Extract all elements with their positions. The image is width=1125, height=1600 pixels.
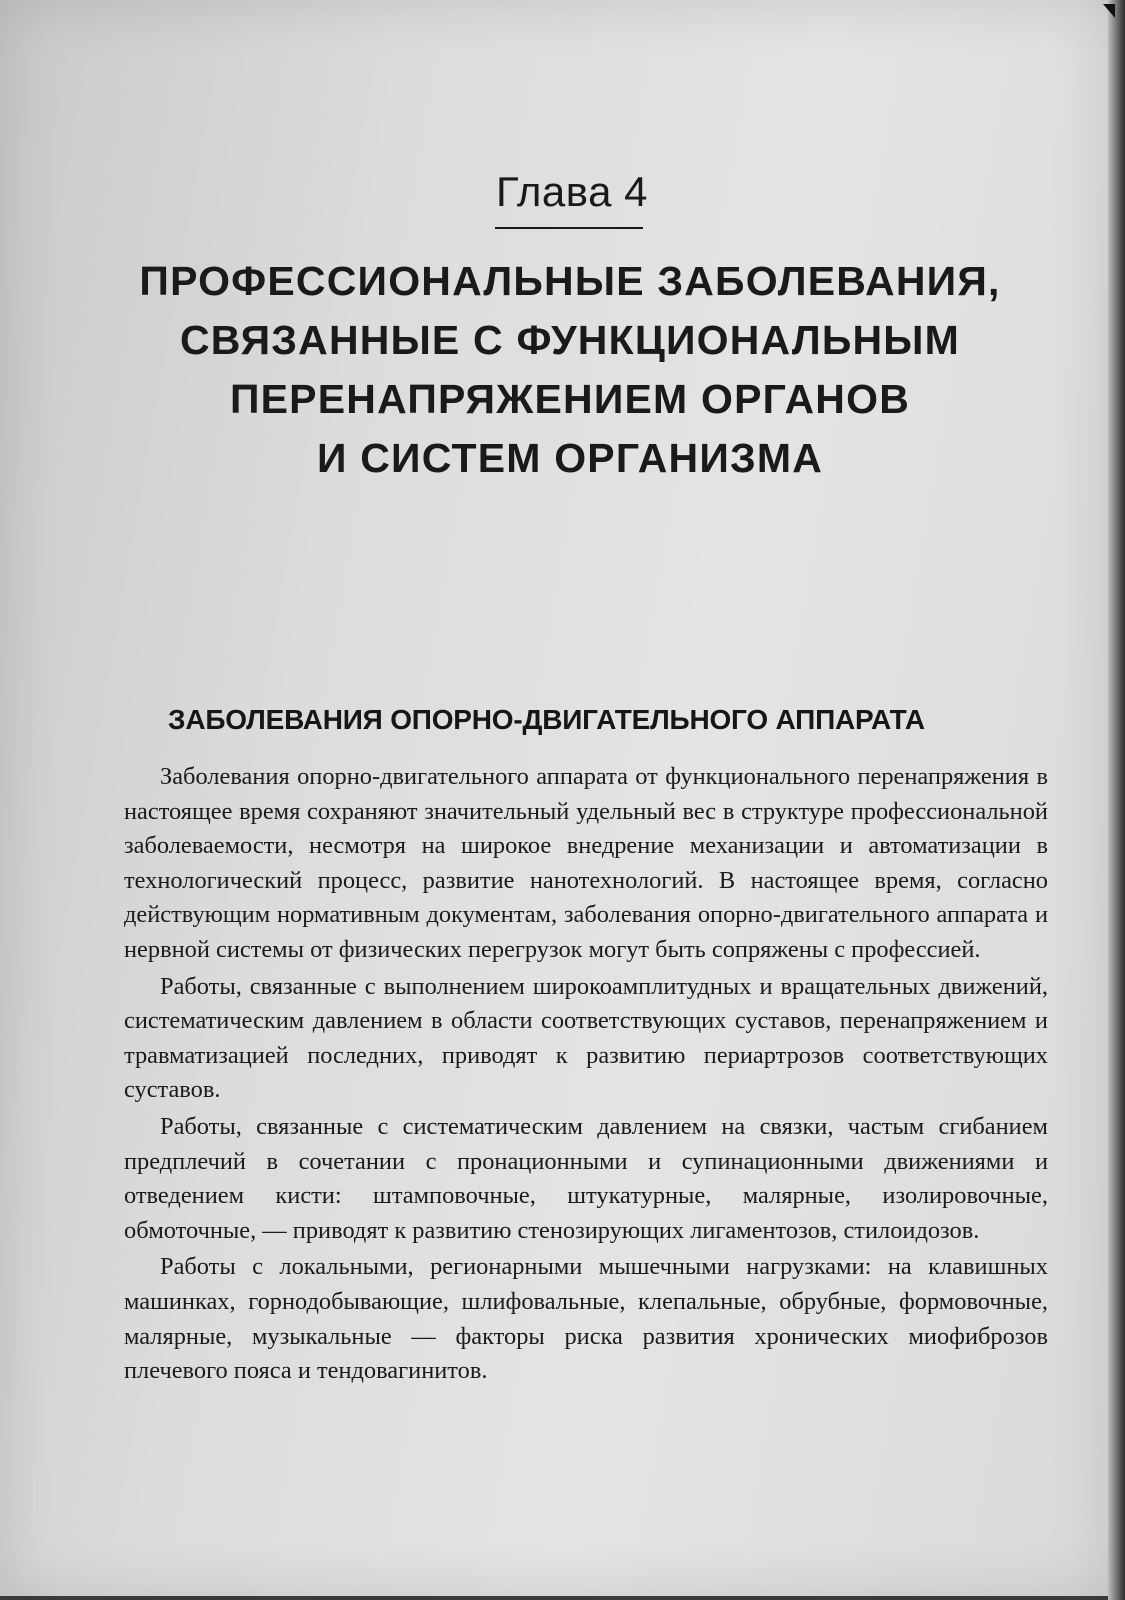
paragraph: Работы, связанные с систематическим давлением на связки, частым сгибанием предплечий в сочетании с пронационными и супинационными движениями и отведением кисти: штамповочные, штукатурные, малярные, изолировочные, обмоточные, — приводят к развитию стенозирующих лигаментозов, стилоидозов. xyxy=(124,1112,1048,1244)
chapter-title xyxy=(80,252,1060,488)
corner-mark xyxy=(1103,4,1115,18)
chapter-title-line: И СИСТЕМ ОРГАНИЗМА xyxy=(316,435,824,481)
chapter-title-line: ПРОФЕССИОНАЛЬНЫЕ ЗАБОЛЕВАНИЯ, xyxy=(139,258,1001,304)
paragraph: Заболевания опорно-двигательного аппарата от функционального перенапряжения в настоящее время сохраняют значительный удельный вес в структуре профессиональной заболеваемости, несмотря на широкое внедрение механизации и автоматизации в технологический процесс, развитие нанотехнологий. В настоящее время, согласно действующим нормативным документам, заболевания опорно-двигательного аппарата и нервной системы от физических перегрузок могут быть сопряжены с профессией. xyxy=(124,763,1048,963)
chapter-title-line: СВЯЗАННЫЕ С ФУНКЦИОНАЛЬНЫМ xyxy=(180,317,960,363)
chapter-underline xyxy=(495,227,643,229)
chapter-label: Глава 4 xyxy=(496,168,648,215)
paragraph: Работы, связанные с выполнением широкоамплитудных и вращательных движений, систематическим давлением в области соответствующих суставов, перенапряжением и травматизацией последних, приводят к развитию периартрозов соответствующих суставов. xyxy=(124,972,1048,1104)
chapter-title-line: ПЕРЕНАПРЯЖЕНИЕМ ОРГАНОВ xyxy=(229,376,911,422)
page-edge xyxy=(1108,0,1125,1600)
paragraph: Работы с локальными, регионарными мышечными нагрузками: на клавишных машинках, горнодобывающие, шлифовальные, клепальные, обрубные, формовочные, малярные, музыкальные — факторы риска развития хронических миофиброзов плечевого пояса и тендовагинитов. xyxy=(124,1253,1048,1385)
section-heading: ЗАБОЛЕВАНИЯ ОПОРНО-ДВИГАТЕЛЬНОГО АППАРАТА xyxy=(168,704,925,735)
body-text xyxy=(124,760,1048,1391)
